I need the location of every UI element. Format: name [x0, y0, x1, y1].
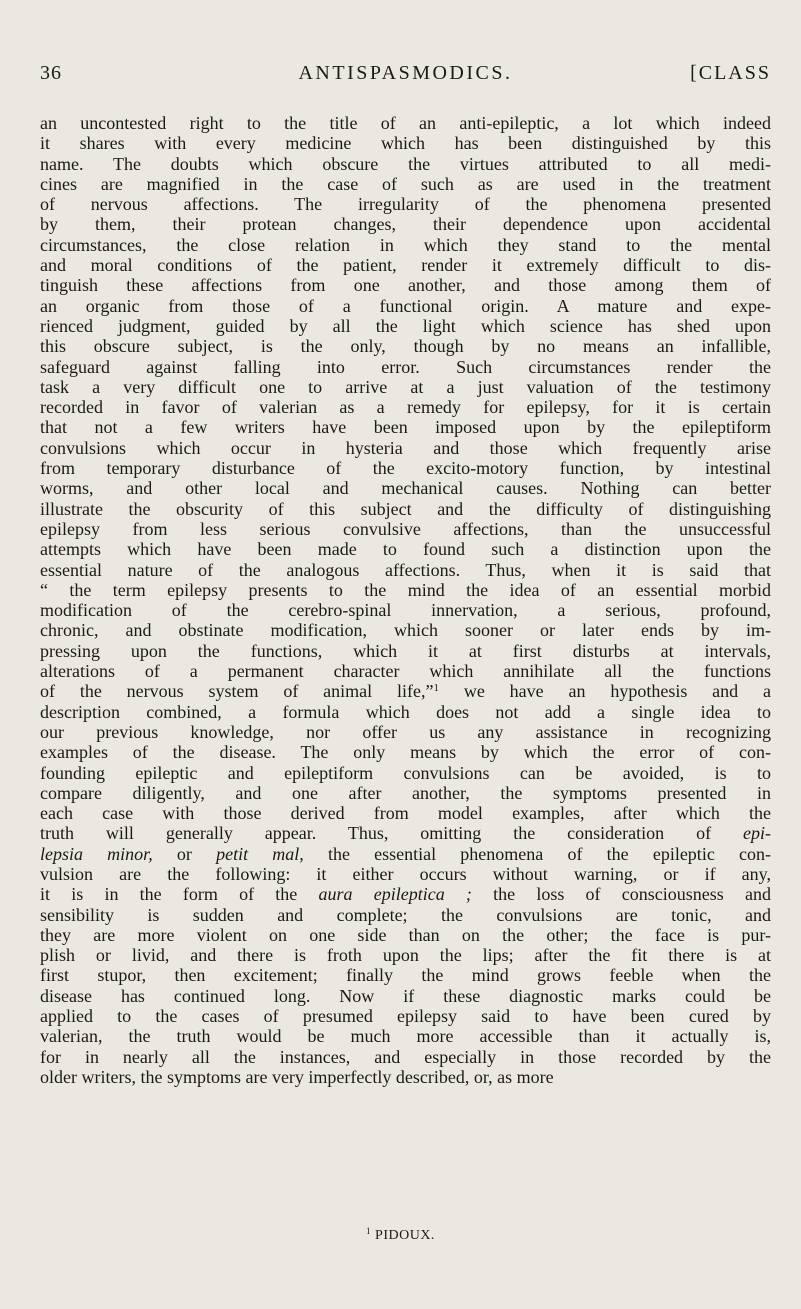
italic-term: petit mal, — [216, 843, 304, 864]
text-line: recorded in favor of valerian as a remedy for epilepsy, for it is certain — [40, 397, 771, 418]
text-line: examples of the disease. The only means by which the error of con- — [40, 742, 771, 763]
text-line: of nervous affections. The irregularity of the phenomena presented — [40, 194, 771, 215]
text-line: rienced judgment, guided by all the light which science has shed upon — [40, 315, 771, 336]
text-line: first stupor, then excitement; finally the mind grows feeble when the — [40, 965, 771, 986]
text-line: disease has continued long. Now if these diagnostic marks could be — [40, 985, 771, 1006]
italic-term: epi- — [743, 823, 771, 844]
text-line: they are more violent on one side than on the other; the face is pur- — [40, 924, 771, 945]
text-line: epilepsy from less serious convulsive affections, than the unsuccessful — [40, 518, 771, 539]
text-line: pressing upon the functions, which it at first disturbs at intervals, — [40, 640, 771, 661]
text-line: name. The doubts which obscure the virtues attributed to all medi- — [40, 153, 771, 174]
text-line: lepsia minor, or petit mal, the essential phenomena of the epileptic con- — [40, 843, 771, 864]
text-line: each case with those derived from model examples, after which the — [40, 803, 771, 824]
text-line: that not a few writers have been imposed upon by the epileptiform — [40, 417, 771, 438]
text-line: this obscure subject, is the only, though by no means an infallible, — [40, 336, 771, 357]
page-header — [40, 62, 771, 88]
text-line: tinguish these affections from one another, and those among them of — [40, 275, 771, 296]
footnote-text: PIDOUX. — [375, 1228, 435, 1243]
text-line: illustrate the obscurity of this subject and the difficulty of distinguishing — [40, 498, 771, 519]
text-line: from temporary disturbance of the excito-motory function, by intestinal — [40, 458, 771, 479]
section-label: [CLASS — [690, 62, 771, 84]
text-line: “ the term epilepsy presents to the mind the idea of an essential morbid — [40, 579, 771, 600]
text-line: worms, and other local and mechanical causes. Nothing can better — [40, 478, 771, 499]
italic-term: aura epileptica ; — [318, 884, 472, 905]
text-line: attempts which have been made to found such a distinction upon the — [40, 539, 771, 560]
text-line: alterations of a permanent character which annihilate all the functions — [40, 661, 771, 682]
text-line: our previous knowledge, nor offer us any assistance in recognizing — [40, 721, 771, 742]
running-title: ANTISPASMODICS. — [298, 62, 513, 84]
text-line: safeguard against falling into error. Such circumstances render the — [40, 356, 771, 377]
text-line: valerian, the truth would be much more accessible than it actually is, — [40, 1026, 771, 1047]
footnote-reference: 1 — [433, 682, 439, 695]
text-line: modification of the cerebro-spinal innervation, a serious, profound, — [40, 600, 771, 621]
text-line: an uncontested right to the title of an anti-epileptic, a lot which indeed — [40, 113, 771, 133]
text-line: plish or livid, and there is froth upon the lips; after the fit there is at — [40, 945, 771, 966]
footnote — [0, 1228, 801, 1244]
text-line: founding epileptic and epileptiform convulsions can be avoided, is to — [40, 762, 771, 783]
text-line: it is in the form of the aura epileptica ; the loss of consciousness and — [40, 884, 771, 905]
text-line: and moral conditions of the patient, render it extremely difficult to dis- — [40, 255, 771, 276]
text-line: applied to the cases of presumed epilepsy said to have been cured by — [40, 1006, 771, 1027]
text-line: compare diligently, and one after another, the symptoms presented in — [40, 782, 771, 803]
text-line: task a very difficult one to arrive at a just valuation of the testimony — [40, 376, 771, 397]
text-line: cines are magnified in the case of such as are used in the treatment — [40, 173, 771, 194]
text-line: essential nature of the analogous affections. Thus, when it is said that — [40, 559, 771, 580]
text-line: chronic, and obstinate modification, which sooner or later ends by im- — [40, 620, 771, 641]
text-line: sensibility is sudden and complete; the convulsions are tonic, and — [40, 904, 771, 925]
body-text — [40, 113, 771, 1087]
text-line: vulsion are the following: it either occurs without warning, or if any, — [40, 863, 771, 884]
text-line: of the nervous system of animal life,”$^1$ we have an hypothesis and a — [40, 681, 771, 702]
text-line: an organic from those of a functional origin. A mature and expe- — [40, 295, 771, 316]
text-line: by them, their protean changes, their dependence upon accidental — [40, 214, 771, 235]
text-line: convulsions which occur in hysteria and those which frequently arise — [40, 437, 771, 458]
text-line: circumstances, the close relation in which they stand to the mental — [40, 234, 771, 255]
page-number: 36 — [40, 62, 62, 84]
text-line: it shares with every medicine which has been distinguished by this — [40, 133, 771, 154]
text-line: truth will generally appear. Thus, omitting the consideration of epi- — [40, 823, 771, 844]
text-line: for in nearly all the instances, and especially in those recorded by the — [40, 1046, 771, 1067]
text-line: older writers, the symptoms are very imperfectly described, or, as more — [40, 1066, 554, 1087]
footnote-marker: 1 — [366, 1226, 372, 1236]
text-line: description combined, a formula which does not add a single idea to — [40, 701, 771, 722]
italic-term: lepsia minor, — [40, 843, 153, 864]
